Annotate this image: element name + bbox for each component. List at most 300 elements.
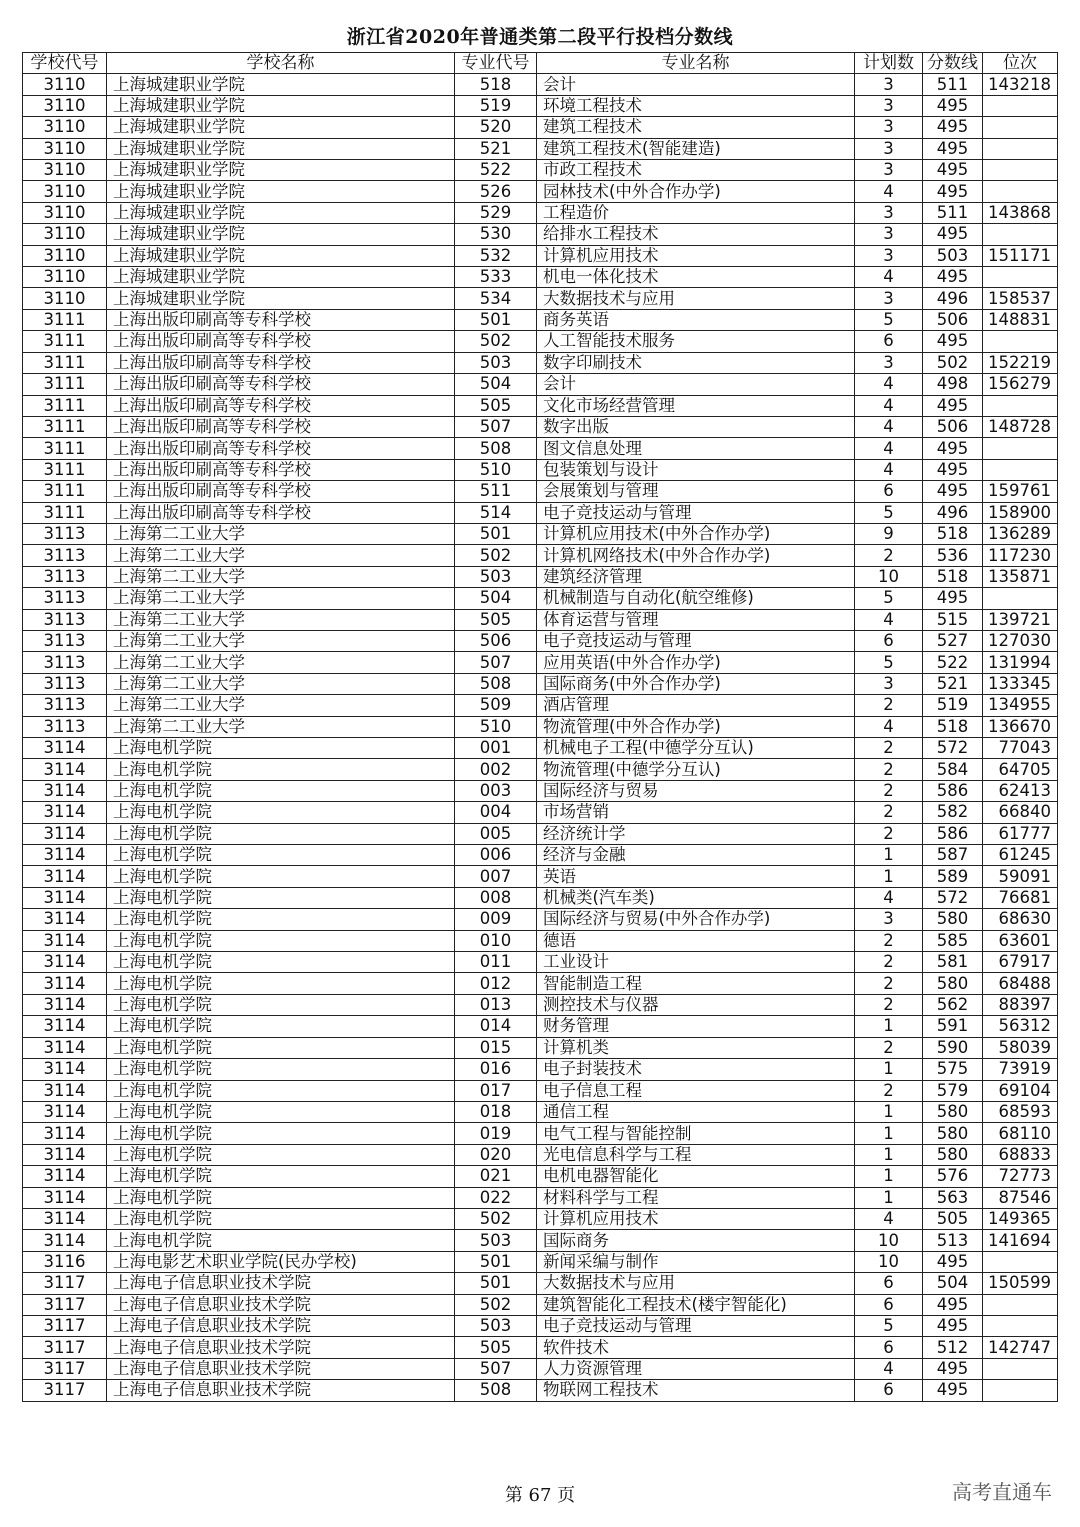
cell-major-name: 商务英语 — [537, 309, 855, 330]
cell-school-code: 3113 — [23, 716, 107, 737]
cell-plan-count: 4 — [855, 609, 923, 630]
cell-rank: 148728 — [983, 416, 1058, 437]
cell-plan-count: 4 — [855, 887, 923, 908]
cell-rank: 150599 — [983, 1273, 1058, 1294]
table-row — [23, 117, 1058, 138]
cell-school-code: 3111 — [23, 395, 107, 416]
table-row — [23, 630, 1058, 651]
table-header-row — [23, 53, 1058, 74]
page-number: 第 67 页 — [504, 1485, 576, 1506]
cell-school-name: 上海电子信息职业技术学院 — [107, 1294, 455, 1315]
cell-major-code: 502 — [455, 1294, 537, 1315]
cell-major-name: 酒店管理 — [537, 695, 855, 716]
cell-school-code: 3114 — [23, 1123, 107, 1144]
cell-major-name: 计算机网络技术(中外合作办学) — [537, 545, 855, 566]
cell-rank: 87546 — [983, 1187, 1058, 1208]
table-row — [23, 716, 1058, 737]
cell-major-code: 522 — [455, 160, 537, 181]
cell-major-code: 021 — [455, 1166, 537, 1187]
cell-major-name: 大数据技术与应用 — [537, 1273, 855, 1294]
cell-score-line: 589 — [923, 866, 983, 887]
cell-rank — [983, 331, 1058, 352]
cell-score-line: 495 — [923, 459, 983, 480]
cell-major-code: 502 — [455, 545, 537, 566]
cell-major-code: 501 — [455, 1251, 537, 1272]
cell-plan-count: 3 — [855, 673, 923, 694]
cell-major-code: 009 — [455, 909, 537, 930]
cell-plan-count: 2 — [855, 952, 923, 973]
cell-score-line: 495 — [923, 395, 983, 416]
cell-school-code: 3110 — [23, 267, 107, 288]
table-row — [23, 1208, 1058, 1229]
cell-rank: 136289 — [983, 523, 1058, 544]
cell-major-code: 005 — [455, 823, 537, 844]
table-row — [23, 652, 1058, 673]
table-row — [23, 224, 1058, 245]
cell-rank — [983, 117, 1058, 138]
cell-school-name: 上海城建职业学院 — [107, 224, 455, 245]
header-rank: 位次 — [983, 53, 1058, 74]
header-school-name: 学校名称 — [107, 53, 455, 74]
table-row — [23, 1187, 1058, 1208]
cell-plan-count: 4 — [855, 267, 923, 288]
cell-plan-count: 2 — [855, 802, 923, 823]
cell-school-name: 上海第二工业大学 — [107, 523, 455, 544]
cell-major-code: 526 — [455, 181, 537, 202]
cell-major-name: 新闻采编与制作 — [537, 1251, 855, 1272]
cell-rank — [983, 1380, 1058, 1401]
table-row — [23, 481, 1058, 502]
cell-score-line: 495 — [923, 1315, 983, 1336]
cell-school-code: 3114 — [23, 1144, 107, 1165]
table-row — [23, 438, 1058, 459]
cell-major-name: 机械制造与自动化(航空维修) — [537, 588, 855, 609]
cell-major-name: 数字印刷技术 — [537, 352, 855, 373]
cell-rank: 133345 — [983, 673, 1058, 694]
cell-score-line: 495 — [923, 331, 983, 352]
cell-school-name: 上海出版印刷高等专科学校 — [107, 416, 455, 437]
cell-school-code: 3111 — [23, 331, 107, 352]
cell-school-code: 3113 — [23, 545, 107, 566]
cell-rank: 117230 — [983, 545, 1058, 566]
cell-school-code: 3114 — [23, 994, 107, 1015]
cell-rank: 61777 — [983, 823, 1058, 844]
cell-school-name: 上海出版印刷高等专科学校 — [107, 502, 455, 523]
cell-score-line: 496 — [923, 502, 983, 523]
cell-score-line: 586 — [923, 780, 983, 801]
cell-major-name: 电子封装技术 — [537, 1059, 855, 1080]
table-row — [23, 780, 1058, 801]
cell-major-code: 014 — [455, 1016, 537, 1037]
cell-rank — [983, 1315, 1058, 1336]
cell-rank: 56312 — [983, 1016, 1058, 1037]
cell-school-code: 3111 — [23, 309, 107, 330]
cell-school-code: 3114 — [23, 759, 107, 780]
cell-school-code: 3110 — [23, 117, 107, 138]
cell-school-name: 上海电机学院 — [107, 994, 455, 1015]
cell-school-code: 3113 — [23, 588, 107, 609]
table-row — [23, 1230, 1058, 1251]
cell-plan-count: 10 — [855, 1251, 923, 1272]
cell-major-name: 计算机类 — [537, 1037, 855, 1058]
cell-school-name: 上海城建职业学院 — [107, 288, 455, 309]
cell-score-line: 581 — [923, 952, 983, 973]
cell-major-name: 机械类(汽车类) — [537, 887, 855, 908]
cell-major-name: 体育运营与管理 — [537, 609, 855, 630]
cell-major-code: 505 — [455, 1337, 537, 1358]
cell-rank: 143868 — [983, 202, 1058, 223]
cell-major-name: 建筑工程技术(智能建造) — [537, 138, 855, 159]
cell-rank: 156279 — [983, 374, 1058, 395]
cell-rank — [983, 95, 1058, 116]
cell-score-line: 498 — [923, 374, 983, 395]
cell-score-line: 495 — [923, 588, 983, 609]
cell-school-code: 3111 — [23, 416, 107, 437]
cell-school-code: 3114 — [23, 866, 107, 887]
cell-score-line: 572 — [923, 738, 983, 759]
cell-major-code: 008 — [455, 887, 537, 908]
table-row — [23, 1037, 1058, 1058]
cell-plan-count: 5 — [855, 652, 923, 673]
cell-plan-count: 4 — [855, 395, 923, 416]
cell-rank: 77043 — [983, 738, 1058, 759]
cell-school-name: 上海电子信息职业技术学院 — [107, 1337, 455, 1358]
table-row — [23, 1380, 1058, 1401]
cell-rank: 148831 — [983, 309, 1058, 330]
cell-score-line: 562 — [923, 994, 983, 1015]
table-row — [23, 695, 1058, 716]
cell-major-name: 国际经济与贸易 — [537, 780, 855, 801]
cell-score-line: 512 — [923, 1337, 983, 1358]
table-row — [23, 1059, 1058, 1080]
cell-major-name: 电子竞技运动与管理 — [537, 502, 855, 523]
cell-plan-count: 3 — [855, 74, 923, 95]
cell-plan-count: 3 — [855, 245, 923, 266]
cell-plan-count: 6 — [855, 1294, 923, 1315]
cell-plan-count: 1 — [855, 1101, 923, 1122]
cell-rank: 64705 — [983, 759, 1058, 780]
cell-major-name: 大数据技术与应用 — [537, 288, 855, 309]
cell-major-code: 505 — [455, 609, 537, 630]
table-row — [23, 1101, 1058, 1122]
cell-rank — [983, 160, 1058, 181]
cell-school-name: 上海出版印刷高等专科学校 — [107, 352, 455, 373]
cell-school-code: 3114 — [23, 1037, 107, 1058]
cell-school-name: 上海第二工业大学 — [107, 652, 455, 673]
cell-major-name: 环境工程技术 — [537, 95, 855, 116]
cell-major-code: 503 — [455, 1230, 537, 1251]
cell-school-name: 上海电机学院 — [107, 1144, 455, 1165]
cell-school-name: 上海第二工业大学 — [107, 545, 455, 566]
cell-major-code: 002 — [455, 759, 537, 780]
cell-school-code: 3114 — [23, 1208, 107, 1229]
cell-plan-count: 6 — [855, 331, 923, 352]
cell-rank: 127030 — [983, 630, 1058, 651]
cell-school-code: 3113 — [23, 566, 107, 587]
cell-school-name: 上海电子信息职业技术学院 — [107, 1358, 455, 1379]
cell-school-name: 上海电机学院 — [107, 1101, 455, 1122]
table-row — [23, 95, 1058, 116]
cell-major-name: 物流管理(中德学分互认) — [537, 759, 855, 780]
cell-major-name: 建筑工程技术 — [537, 117, 855, 138]
cell-rank: 131994 — [983, 652, 1058, 673]
cell-plan-count: 4 — [855, 416, 923, 437]
header-major-code: 专业代号 — [455, 53, 537, 74]
cell-school-code: 3114 — [23, 887, 107, 908]
cell-school-code: 3110 — [23, 202, 107, 223]
cell-plan-count: 1 — [855, 845, 923, 866]
table-row — [23, 952, 1058, 973]
cell-rank: 59091 — [983, 866, 1058, 887]
cell-score-line: 580 — [923, 1101, 983, 1122]
cell-major-code: 518 — [455, 74, 537, 95]
cell-score-line: 495 — [923, 95, 983, 116]
cell-major-name: 计算机应用技术 — [537, 1208, 855, 1229]
table-row — [23, 309, 1058, 330]
cell-score-line: 505 — [923, 1208, 983, 1229]
cell-score-line: 503 — [923, 245, 983, 266]
cell-major-name: 经济统计学 — [537, 823, 855, 844]
cell-rank: 152219 — [983, 352, 1058, 373]
cell-score-line: 495 — [923, 1294, 983, 1315]
cell-plan-count: 5 — [855, 588, 923, 609]
cell-school-name: 上海电机学院 — [107, 866, 455, 887]
cell-school-name: 上海城建职业学院 — [107, 160, 455, 181]
cell-plan-count: 2 — [855, 930, 923, 951]
cell-score-line: 506 — [923, 309, 983, 330]
cell-score-line: 576 — [923, 1166, 983, 1187]
cell-plan-count: 1 — [855, 1059, 923, 1080]
cell-major-name: 电机电器智能化 — [537, 1166, 855, 1187]
cell-school-code: 3110 — [23, 138, 107, 159]
cell-plan-count: 1 — [855, 1166, 923, 1187]
cell-plan-count: 3 — [855, 909, 923, 930]
cell-score-line: 580 — [923, 1144, 983, 1165]
cell-plan-count: 3 — [855, 202, 923, 223]
cell-major-code: 507 — [455, 416, 537, 437]
cell-rank: 67917 — [983, 952, 1058, 973]
cell-score-line: 580 — [923, 1123, 983, 1144]
table-row — [23, 352, 1058, 373]
cell-major-code: 006 — [455, 845, 537, 866]
cell-school-name: 上海出版印刷高等专科学校 — [107, 481, 455, 502]
cell-rank: 68593 — [983, 1101, 1058, 1122]
header-plan-count: 计划数 — [855, 53, 923, 74]
cell-major-name: 计算机应用技术(中外合作办学) — [537, 523, 855, 544]
cell-major-name: 财务管理 — [537, 1016, 855, 1037]
cell-school-name: 上海电机学院 — [107, 823, 455, 844]
cell-school-code: 3117 — [23, 1337, 107, 1358]
cell-school-name: 上海出版印刷高等专科学校 — [107, 331, 455, 352]
cell-school-code: 3114 — [23, 1101, 107, 1122]
cell-major-name: 德语 — [537, 930, 855, 951]
cell-rank: 151171 — [983, 245, 1058, 266]
cell-plan-count: 6 — [855, 1380, 923, 1401]
cell-school-code: 3117 — [23, 1315, 107, 1336]
cell-major-name: 人力资源管理 — [537, 1358, 855, 1379]
cell-school-name: 上海第二工业大学 — [107, 630, 455, 651]
cell-school-name: 上海电子信息职业技术学院 — [107, 1380, 455, 1401]
cell-plan-count: 4 — [855, 716, 923, 737]
table-row — [23, 588, 1058, 609]
cell-major-name: 国际商务 — [537, 1230, 855, 1251]
cell-school-name: 上海电机学院 — [107, 1187, 455, 1208]
cell-major-code: 503 — [455, 352, 537, 373]
table-row — [23, 909, 1058, 930]
cell-score-line: 527 — [923, 630, 983, 651]
cell-plan-count: 4 — [855, 1208, 923, 1229]
cell-rank: 68833 — [983, 1144, 1058, 1165]
cell-school-code: 3113 — [23, 695, 107, 716]
cell-score-line: 495 — [923, 224, 983, 245]
cell-major-code: 508 — [455, 673, 537, 694]
cell-major-name: 计算机应用技术 — [537, 245, 855, 266]
cell-school-name: 上海电机学院 — [107, 1208, 455, 1229]
cell-score-line: 575 — [923, 1059, 983, 1080]
table-row — [23, 202, 1058, 223]
cell-plan-count: 3 — [855, 95, 923, 116]
cell-major-name: 工程造价 — [537, 202, 855, 223]
table-row — [23, 374, 1058, 395]
cell-score-line: 580 — [923, 909, 983, 930]
cell-plan-count: 4 — [855, 374, 923, 395]
cell-plan-count: 6 — [855, 1337, 923, 1358]
cell-rank: 72773 — [983, 1166, 1058, 1187]
cell-plan-count: 4 — [855, 1358, 923, 1379]
cell-plan-count: 5 — [855, 502, 923, 523]
cell-score-line: 495 — [923, 160, 983, 181]
cell-score-line: 495 — [923, 138, 983, 159]
cell-school-code: 3117 — [23, 1294, 107, 1315]
cell-plan-count: 1 — [855, 1144, 923, 1165]
table-row — [23, 416, 1058, 437]
cell-plan-count: 3 — [855, 117, 923, 138]
cell-major-code: 501 — [455, 309, 537, 330]
cell-score-line: 511 — [923, 74, 983, 95]
cell-rank — [983, 1358, 1058, 1379]
cell-school-code: 3114 — [23, 823, 107, 844]
cell-major-name: 包装策划与设计 — [537, 459, 855, 480]
table-row — [23, 545, 1058, 566]
table-row — [23, 609, 1058, 630]
header-school-code: 学校代号 — [23, 53, 107, 74]
cell-score-line: 579 — [923, 1080, 983, 1101]
cell-rank — [983, 181, 1058, 202]
cell-major-name: 应用英语(中外合作办学) — [537, 652, 855, 673]
cell-rank: 68630 — [983, 909, 1058, 930]
table-row — [23, 288, 1058, 309]
table-row — [23, 1294, 1058, 1315]
cell-major-code: 502 — [455, 331, 537, 352]
cell-major-name: 机电一体化技术 — [537, 267, 855, 288]
cell-score-line: 584 — [923, 759, 983, 780]
cell-plan-count: 1 — [855, 1016, 923, 1037]
cell-major-code: 016 — [455, 1059, 537, 1080]
cell-plan-count: 2 — [855, 695, 923, 716]
cell-major-name: 通信工程 — [537, 1101, 855, 1122]
cell-rank: 136670 — [983, 716, 1058, 737]
cell-major-name: 人工智能技术服务 — [537, 331, 855, 352]
cell-plan-count: 2 — [855, 738, 923, 759]
cell-school-name: 上海电机学院 — [107, 1037, 455, 1058]
cell-major-code: 022 — [455, 1187, 537, 1208]
table-row — [23, 866, 1058, 887]
cell-rank: 135871 — [983, 566, 1058, 587]
cell-rank: 149365 — [983, 1208, 1058, 1229]
table-row — [23, 994, 1058, 1015]
cell-school-code: 3110 — [23, 95, 107, 116]
table-row — [23, 1251, 1058, 1272]
cell-major-code: 534 — [455, 288, 537, 309]
cell-school-name: 上海电子信息职业技术学院 — [107, 1315, 455, 1336]
cell-school-name: 上海第二工业大学 — [107, 695, 455, 716]
cell-school-name: 上海电机学院 — [107, 738, 455, 759]
table-row — [23, 1337, 1058, 1358]
table-row — [23, 673, 1058, 694]
cell-score-line: 502 — [923, 352, 983, 373]
cell-plan-count: 2 — [855, 1037, 923, 1058]
cell-plan-count: 2 — [855, 823, 923, 844]
cell-plan-count: 3 — [855, 288, 923, 309]
table-row — [23, 395, 1058, 416]
cell-plan-count: 1 — [855, 866, 923, 887]
cell-score-line: 506 — [923, 416, 983, 437]
cell-major-name: 电子竞技运动与管理 — [537, 630, 855, 651]
cell-school-name: 上海电机学院 — [107, 1080, 455, 1101]
cell-school-name: 上海电机学院 — [107, 887, 455, 908]
cell-score-line: 587 — [923, 845, 983, 866]
cell-major-code: 532 — [455, 245, 537, 266]
cell-plan-count: 9 — [855, 523, 923, 544]
watermark: 高考直通车 — [952, 1480, 1052, 1504]
table-row — [23, 138, 1058, 159]
cell-score-line: 572 — [923, 887, 983, 908]
cell-rank: 158537 — [983, 288, 1058, 309]
cell-school-name: 上海电机学院 — [107, 1059, 455, 1080]
cell-school-code: 3117 — [23, 1358, 107, 1379]
cell-major-code: 519 — [455, 95, 537, 116]
cell-school-code: 3113 — [23, 523, 107, 544]
cell-plan-count: 4 — [855, 181, 923, 202]
cell-score-line: 496 — [923, 288, 983, 309]
cell-major-name: 给排水工程技术 — [537, 224, 855, 245]
cell-school-name: 上海电机学院 — [107, 952, 455, 973]
cell-school-name: 上海城建职业学院 — [107, 117, 455, 138]
cell-major-code: 013 — [455, 994, 537, 1015]
cell-major-code: 015 — [455, 1037, 537, 1058]
cell-major-code: 001 — [455, 738, 537, 759]
cell-score-line: 586 — [923, 823, 983, 844]
cell-score-line: 513 — [923, 1230, 983, 1251]
cell-score-line: 522 — [923, 652, 983, 673]
cell-school-name: 上海电机学院 — [107, 1123, 455, 1144]
cell-score-line: 495 — [923, 438, 983, 459]
cell-rank: 73919 — [983, 1059, 1058, 1080]
cell-major-code: 502 — [455, 1208, 537, 1229]
cell-rank — [983, 395, 1058, 416]
cell-school-code: 3114 — [23, 1187, 107, 1208]
cell-school-code: 3114 — [23, 930, 107, 951]
cell-major-name: 物流管理(中外合作办学) — [537, 716, 855, 737]
cell-school-name: 上海电机学院 — [107, 802, 455, 823]
cell-school-code: 3114 — [23, 909, 107, 930]
cell-major-code: 004 — [455, 802, 537, 823]
cell-rank — [983, 438, 1058, 459]
cell-major-name: 电气工程与智能控制 — [537, 1123, 855, 1144]
cell-school-code: 3117 — [23, 1273, 107, 1294]
cell-school-code: 3110 — [23, 288, 107, 309]
table-row — [23, 1315, 1058, 1336]
